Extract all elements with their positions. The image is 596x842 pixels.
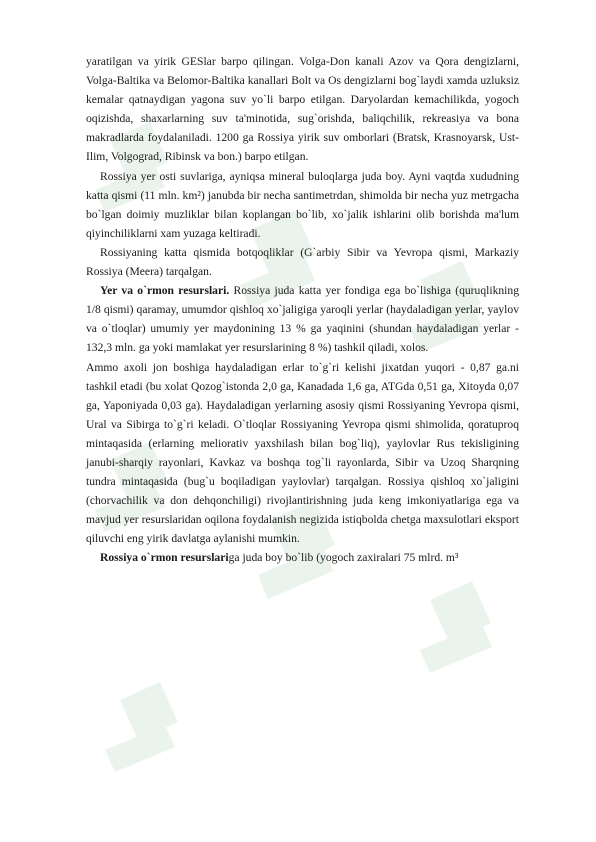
body-text <box>86 52 519 568</box>
section-heading-land-forest: Yer va o`rmon resurslari. <box>100 284 230 298</box>
paragraph-2 <box>86 167 519 243</box>
paragraph-3-text: Rossiyaning katta qismida botqoqliklar (G`arbiy Sibir va Yevropa qismi, Markaziy Rossiya (Meera) tarqalgan. <box>86 245 519 279</box>
paragraph-4-text: Rossiya juda katta yer fondiga ega bo`lishiga (quruqlikning 1/8 qismi) qaramay, umumdor qishloq xo`jaligiga yaroqli yerlar (haydaladigan yerlar, yaylov va o`tloqlar) umumiy yer maydonining 13 % ga yaqinini (shundan haydaladigan yerlar - 132,3 mln. ga yoki mamlakat yer resurslarining 8 %) tashkil qiladi, xolos. <box>86 284 519 355</box>
paragraph-5 <box>86 358 519 549</box>
paragraph-3 <box>86 243 519 281</box>
paragraph-1-text: yaratilgan va yirik GESlar barpo qilingan. Volga-Don kanali Azov va Qora dengizlarni, Volga-Baltika va Belomor-Baltika kanallari Bolt va Os dengizlarni bog`laydi xamda uzluksiz kemalar qatnaydigan yagona suv yo`li barpo etilgan. Daryolardan kemachilikda, yogoch oqizishda, shaxarlarning suv ta'minotida, sug`orishda, baliqchilik, rekreasiya va bona makradlarda foydalaniladi. 1200 ga Rossiya yirik suv omborlari (Bratsk, Krasnoyarsk, Ust-Ilim, Volgograd, Ribinsk va bon.) barpo etilgan. <box>86 55 519 164</box>
paragraph-2-text: Rossiya yer osti suvlariga, ayniqsa mineral buloqlarga juda boy. Ayni vaqtda xududning katta qismi (11 mln. km²) janubda bir necha santimetrdan, shimolda bir necha yuz metrgacha bo`lgan doimiy muzliklar bilan koplangan bo`lib, xo`jalik ishlarini olib borishda ma'lum qiyinchiliklarni xam yuzaga keltiradi. <box>86 169 519 240</box>
paragraph-6 <box>86 548 519 567</box>
paragraph-6-text: ga juda boy bo`lib (yogoch zaxiralari 75 mlrd. m³ <box>228 551 459 565</box>
watermark-mark-6 <box>420 581 492 673</box>
paragraph-1 <box>86 52 519 167</box>
paragraph-5-text: Ammo axoli jon boshiga haydaladigan erlar to`g`ri kelishi jixatdan yuqori - 0,87 ga.ni tashkil etadi (bu xolat Qozog`istonda 2,0 ga, Kanadada 1,6 ga, ATGda 0,51 ga, Xitoyda 0,07 ga, Yaponiyada 0,03 ga). Haydaladigan yerlarning asosiy qismi Rossiyaning Yevropa qismi, Ural va Sibirga to`g`ri keladi. O`tloqlar Rossiyaning Yevropa qismi shimolida, qoratuproq mintaqasida (erlarning meliorativ yaxshilash bilan bog`liq), yaylovlar Rus tekisligining janubi-sharqiy rayonlari, Kavkaz va boshqa tog`li rayonlarda, Sibir va Uzoq Sharqning tundra mintaqasida (bug`u boqiladigan yaylovlar) tarqalgan. Rossiya qishloq xo`jaligini (chorvachilik va don dehqonchiligi) rivojlantirishning juda keng imkoniyatlariga ega va mavjud yer resurslaridan oqilona foydalanish negizida istiqbolda chetga maxsulotlari eksport qiluvchi eng yirik davlatga aylanishi mumkin. <box>86 360 519 546</box>
watermark-mark-7 <box>105 682 178 772</box>
paragraph-4 <box>86 281 519 357</box>
section-heading-forest-resources: Rossiya o`rmon resurslari <box>100 551 229 565</box>
